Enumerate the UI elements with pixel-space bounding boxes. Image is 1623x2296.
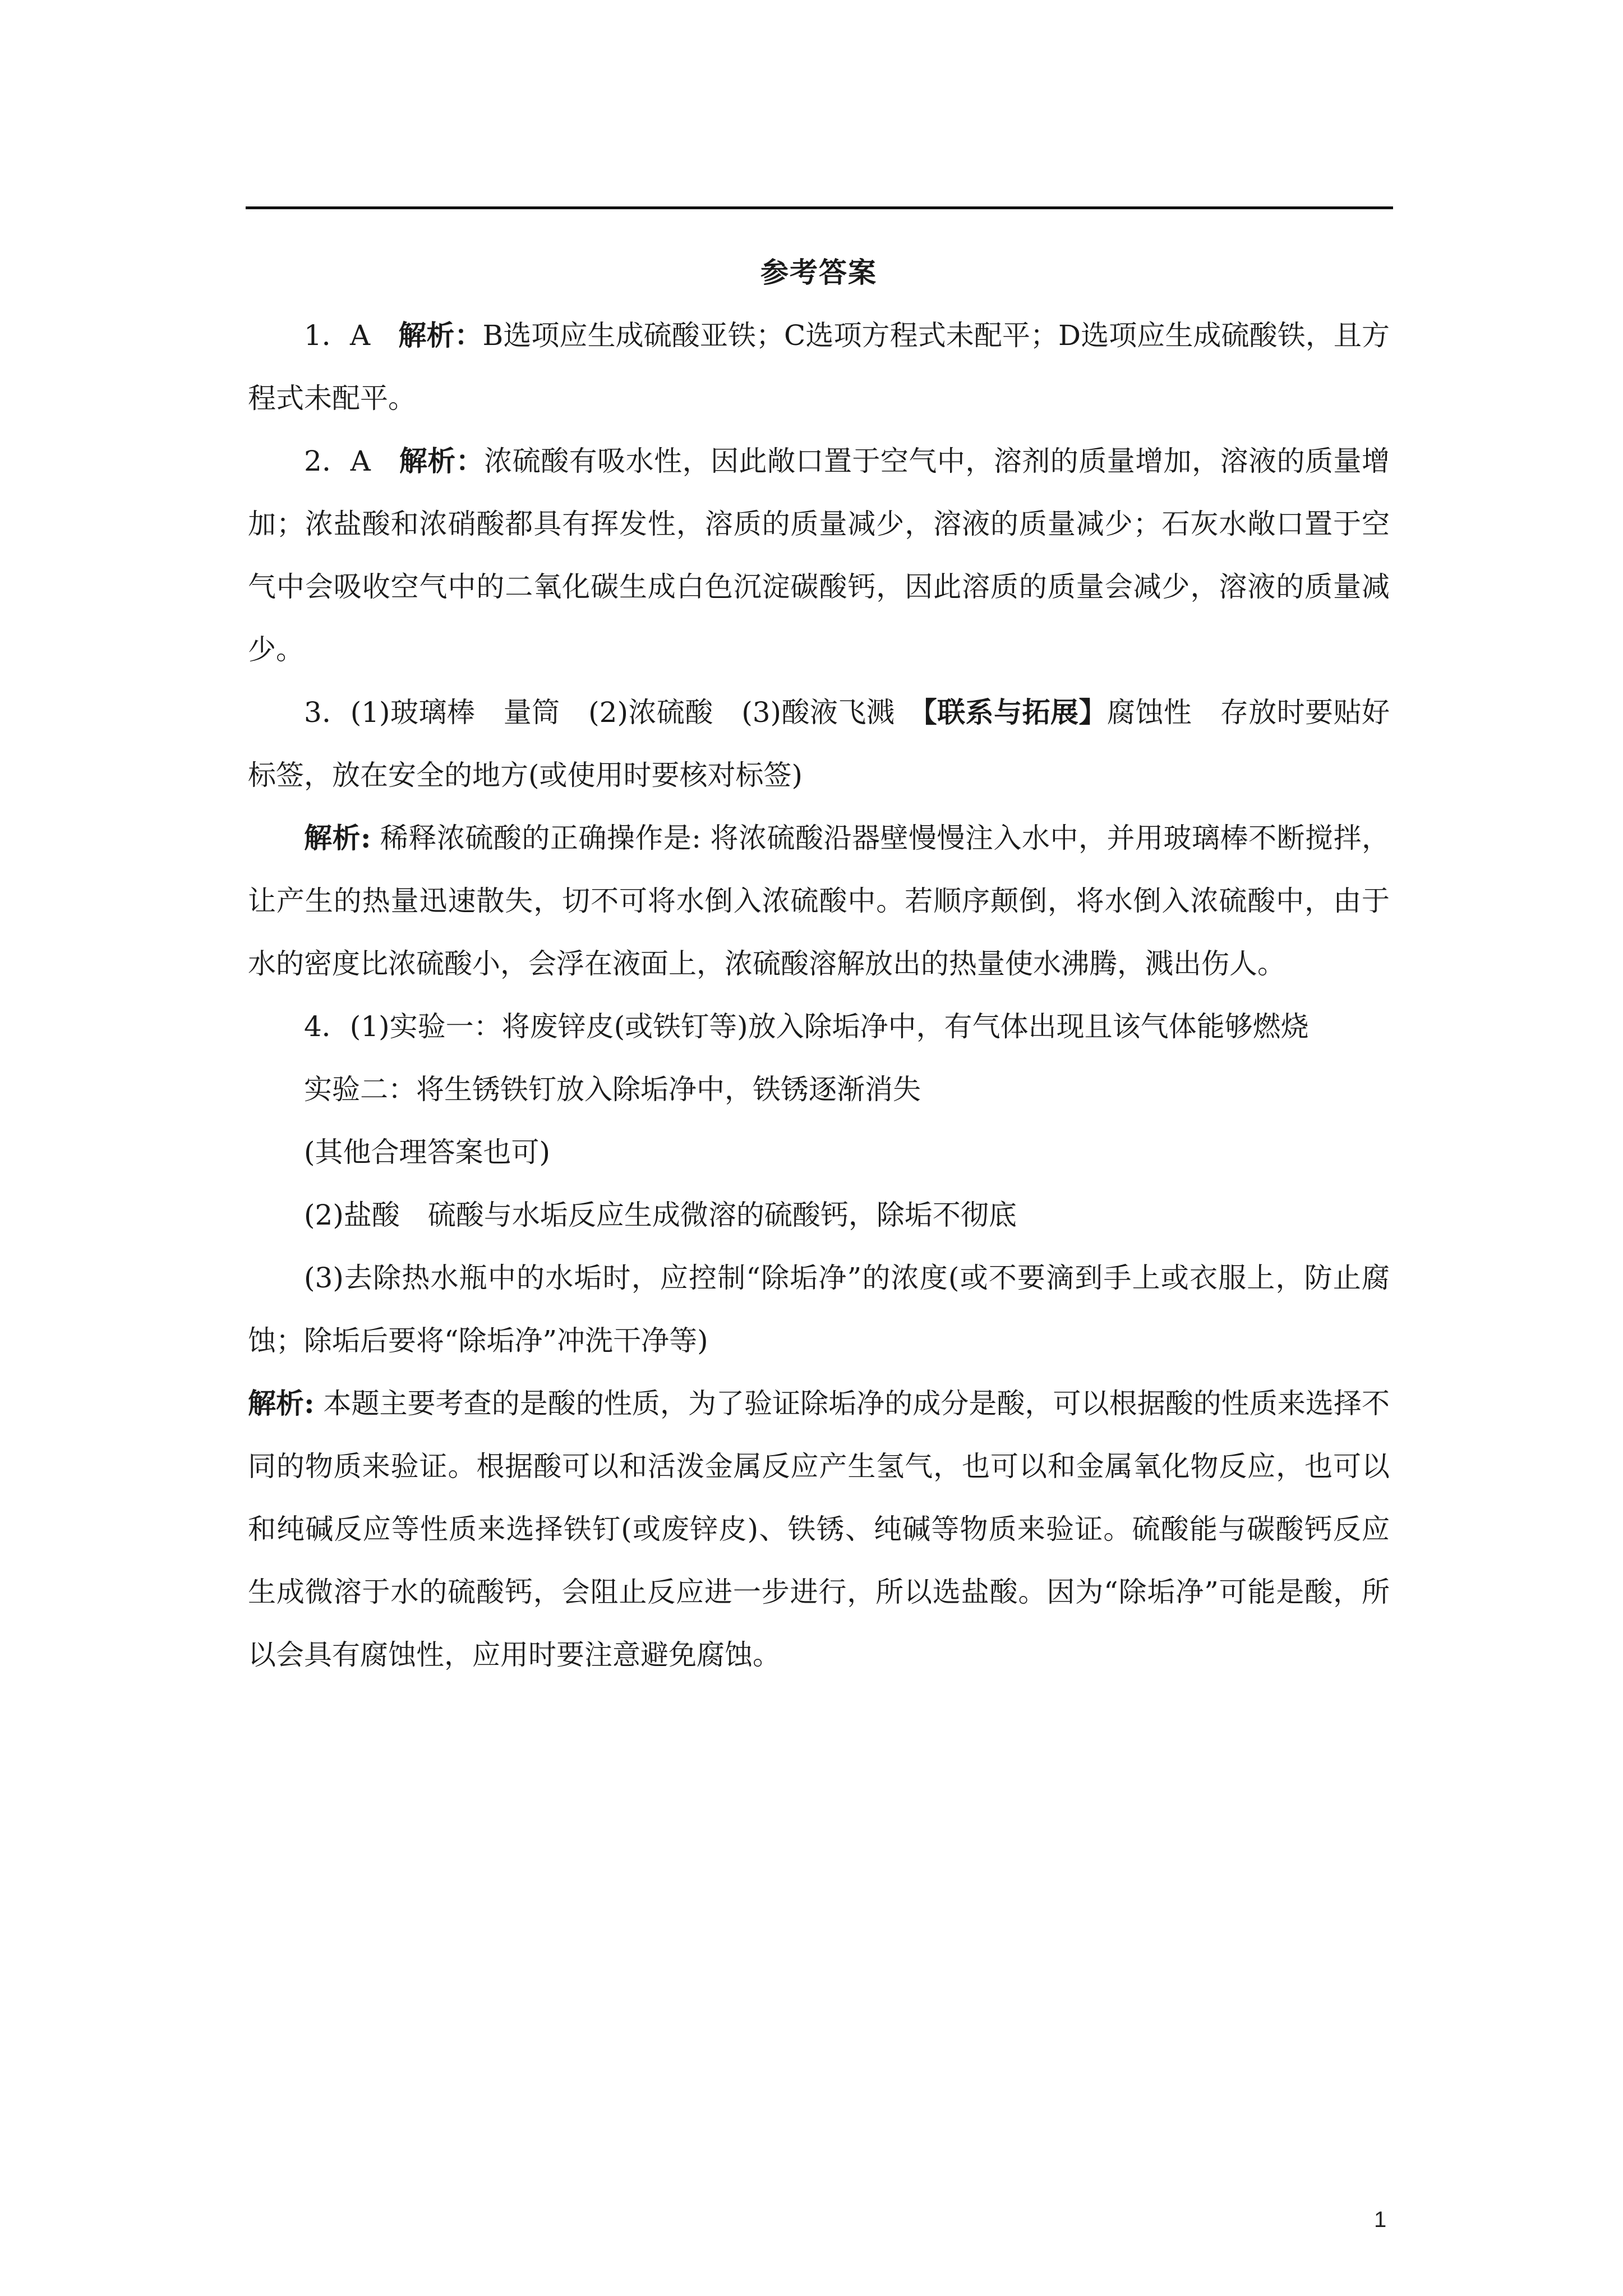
answer-3 [248, 681, 1390, 807]
answer-4-line-1: 4．(1)实验一：将废锌皮(或铁钉等)放入除垢净中，有气体出现且该气体能够燃烧 [304, 1010, 1309, 1043]
answer-2 [248, 430, 1390, 681]
answer-3-analysis-label: 解析: [304, 821, 371, 854]
page-number: 1 [1374, 2207, 1387, 2232]
answer-4-analysis-label: 解析: [248, 1387, 315, 1420]
answer-3-analysis [248, 807, 1390, 995]
answer-4-line-2: 实验二：将生锈铁钉放入除垢净中，铁锈逐渐消失 [304, 1073, 921, 1106]
answer-4-analysis-text: 本题主要考查的是酸的性质，为了验证除垢净的成分是酸，可以根据酸的性质来选择不同的物质来验证。根据酸可以和活泼金属反应产生氢气，也可以和金属氧化物反应，也可以和纯碱反应等性质来选择铁钉(或废锌皮)、铁锈、纯碱等物质来验证。硫酸能与碳酸钙反应生成微溶于水的硫酸钙，会阻止反应进一步进行，所以选盐酸。因为“除垢净”可能是酸，所以会具有腐蚀性，应用时要注意避免腐蚀。 [248, 1387, 1390, 1671]
answer-3-extension-label: 【联系与拓展】 [923, 696, 1107, 729]
answer-3-suffix: 腐蚀性 存放时要贴好标签，放在安全的地方(或使用时要核对标签) [248, 696, 1390, 792]
answer-4-line-5: (3)去除热水瓶中的水垢时，应控制“除垢净”的浓度(或不要滴到手上或衣服上，防止腐蚀；除垢后要将“除垢净”冲洗干净等) [248, 1262, 1390, 1357]
answer-1-analysis-text: B选项应生成硫酸亚铁；C选项方程式未配平；D选项应生成硫酸铁，且方程式未配平。 [248, 319, 1390, 415]
answer-4-line-3: (其他合理答案也可) [304, 1136, 551, 1168]
answer-3-prefix: 3．(1)玻璃棒 量筒 (2)浓硫酸 (3)酸液飞溅 [304, 696, 923, 729]
answer-1-number: 1．A [304, 319, 399, 352]
answer-1 [248, 304, 1390, 430]
answer-content [248, 241, 1390, 1686]
answer-1-analysis-label: 解析： [398, 319, 483, 352]
answer-2-number: 2．A [304, 445, 399, 477]
answer-4-line-4: (2)盐酸 硫酸与水垢反应生成微溶的硫酸钙，除垢不彻底 [304, 1199, 1017, 1231]
answer-2-analysis-text: 浓硫酸有吸水性，因此敞口置于空气中，溶剂的质量增加，溶液的质量增加；浓盐酸和浓硝酸都具有挥发性，溶质的质量减少，溶液的质量减少；石灰水敞口置于空气中会吸收空气中的二氧化碳生成白色沉淀碳酸钙，因此溶质的质量会减少，溶液的质量减少。 [248, 445, 1390, 666]
answer-2-analysis-label: 解析： [399, 444, 485, 477]
answer-3-analysis-text: 稀释浓硫酸的正确操作是: 将浓硫酸沿器壁慢慢注入水中，并用玻璃棒不断搅拌，让产生的热量迅速散失，切不可将水倒入浓硫酸中。若顺序颠倒，将水倒入浓硫酸中，由于水的密度比浓硫酸小，会浮在液面上，浓硫酸溶解放出的热量使水沸腾，溅出伤人。 [248, 822, 1390, 980]
answer-4-analysis [248, 1372, 1390, 1686]
page-title: 参考答案 [760, 256, 877, 289]
header-rule [246, 206, 1393, 209]
